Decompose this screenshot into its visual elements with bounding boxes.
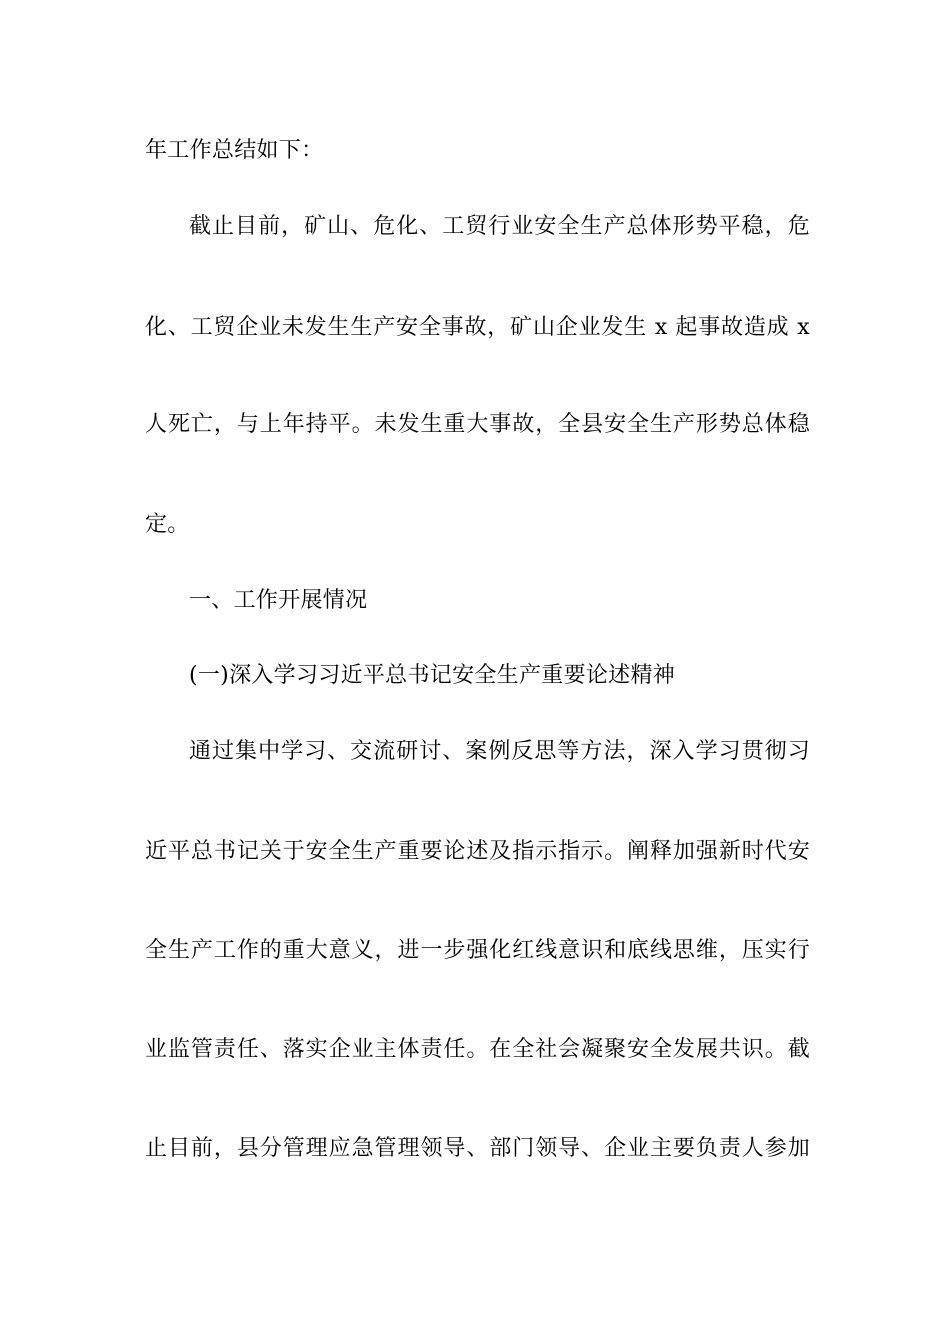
text-line-9: 近平总书记关于安全生产重要论述及指示指示。阐释加强新时代安 <box>145 839 810 864</box>
subsection-heading: (一)深入学习习近平总书记安全生产重要论述精神 <box>189 663 676 688</box>
text-line-3: 化、工贸企业未发生生产安全事故，矿山企业发生 x 起事故造成 x <box>145 315 810 340</box>
text-line-5: 定。 <box>145 512 190 537</box>
text-line-4: 人死亡，与上年持平。未发生重大事故，全县安全生产形势总体稳 <box>145 412 810 437</box>
section-heading: 一、工作开展情况 <box>189 588 368 613</box>
text-line-10: 全生产工作的重大意义，进一步强化红线意识和底线思维，压实行 <box>145 938 810 963</box>
text-line-2: 截止目前，矿山、危化、工贸行业安全生产总体形势平稳，危 <box>189 214 810 239</box>
text-line-11: 业监管责任、落实企业主体责任。在全社会凝聚安全发展共识。截 <box>145 1037 810 1062</box>
text-line-1: 年工作总结如下： <box>145 138 324 163</box>
text-line-12: 止目前，县分管理应急管理领导、部门领导、企业主要负责人参加 <box>145 1136 810 1161</box>
text-line-8: 通过集中学习、交流研讨、案例反思等方法，深入学习贯彻习 <box>189 739 810 764</box>
